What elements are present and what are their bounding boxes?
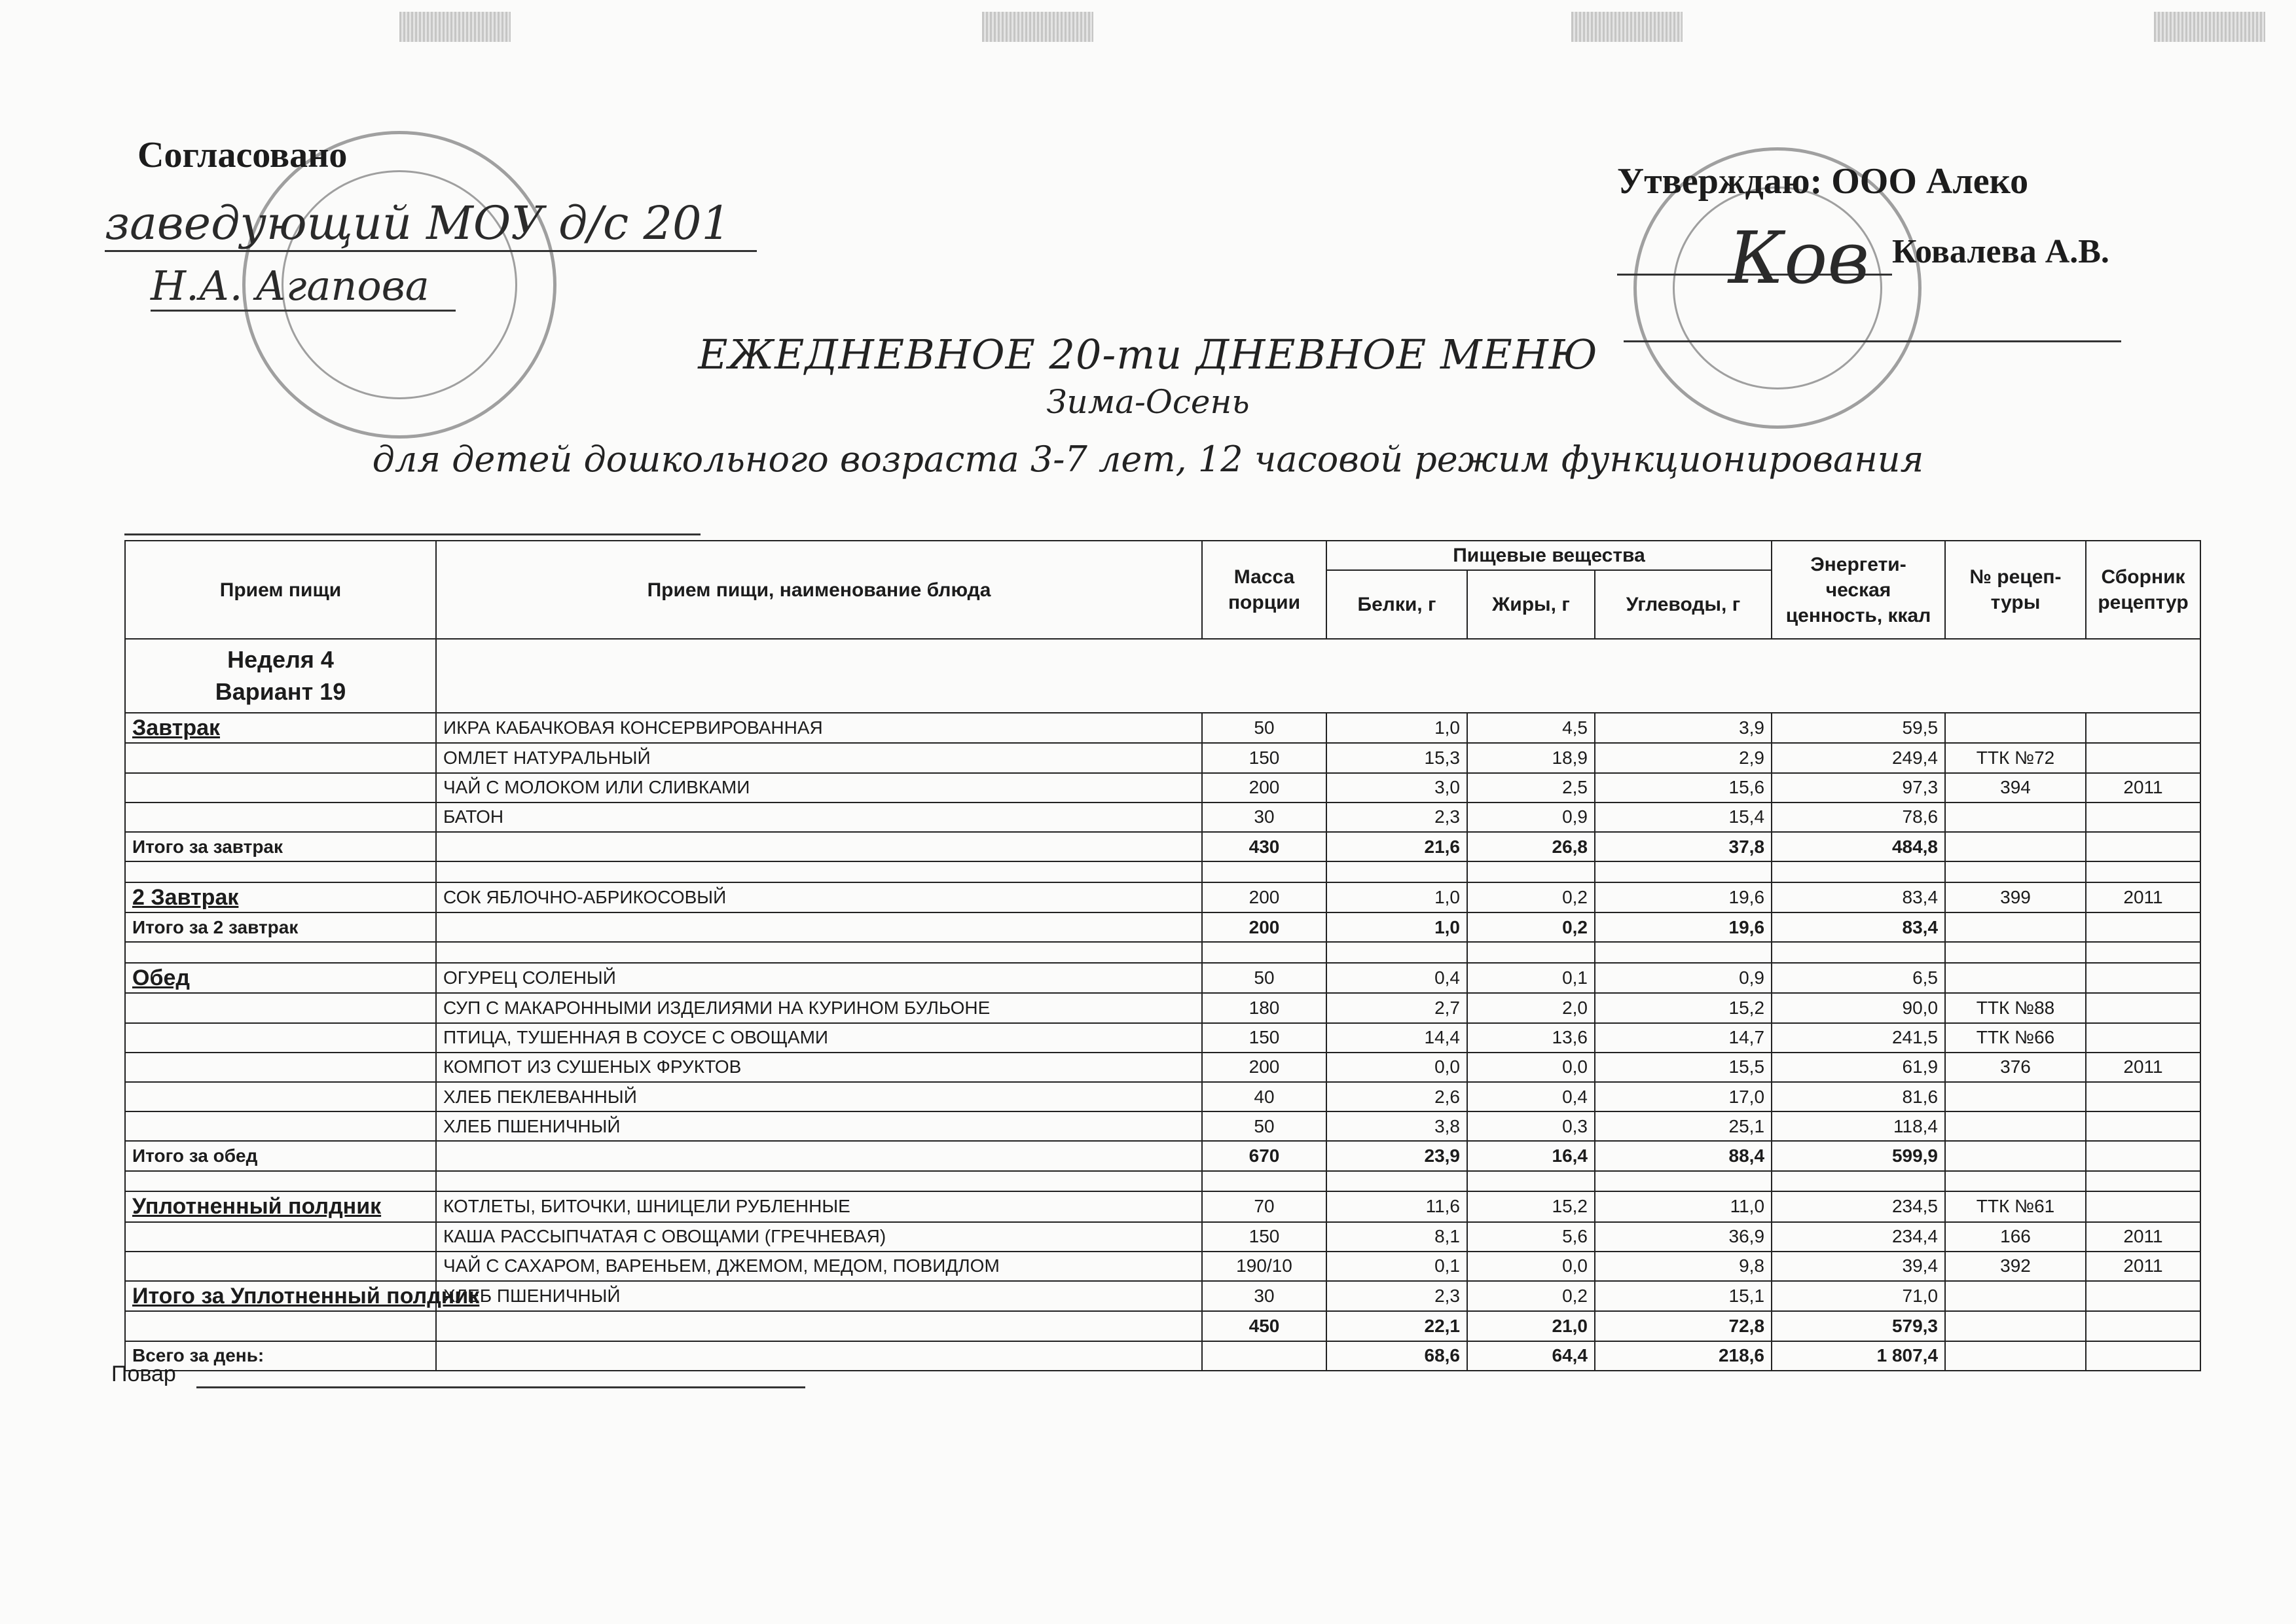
empty-cell [1467,942,1595,963]
meal-cell [125,993,436,1022]
protein-cell: 2,6 [1326,1082,1467,1111]
header-meal: Прием пищи [125,541,436,639]
meal-cell [125,1252,436,1281]
menu-title: ЕЖЕДНЕВНОЕ 20-ти ДНЕВНОЕ МЕНЮ [698,331,1598,378]
collection-cell [2086,1082,2200,1111]
energy-cell: 234,5 [1772,1191,1945,1221]
table-row [125,1222,2200,1252]
dish-cell: ИКРА КАБАЧКОВАЯ КОНСЕРВИРОВАННАЯ [436,713,1202,743]
table-row [125,1252,2200,1281]
protein-cell: 15,3 [1326,743,1467,772]
empty-cell [1772,1171,1945,1192]
fat-cell: 21,0 [1467,1311,1595,1341]
collection-cell [2086,993,2200,1022]
meal-cell: Обед [125,963,436,993]
empty-cell [436,861,1202,882]
carbs-cell: 218,6 [1595,1341,1772,1371]
mass-cell: 190/10 [1202,1252,1326,1281]
dish-cell: ХЛЕБ ПЕКЛЕВАННЫЙ [436,1082,1202,1111]
table-row [125,1082,2200,1111]
header-carbs: Углеводы, г [1595,570,1772,639]
energy-cell: 599,9 [1772,1141,1945,1170]
protein-cell: 1,0 [1326,713,1467,743]
collection-cell: 2011 [2086,1222,2200,1252]
total-row [125,832,2200,861]
dish-cell [436,832,1202,861]
agreed-position-handwritten: заведующий МОУ д/с 201 [105,196,757,252]
total-row [125,1341,2200,1371]
approve-label: Утверждаю: ООО Алеко [1617,161,2029,202]
divider [124,533,701,535]
recipe-cell [1945,1311,2086,1341]
mass-cell: 670 [1202,1141,1326,1170]
fat-cell: 0,2 [1467,882,1595,912]
fat-cell: 0,2 [1467,1281,1595,1311]
recipe-cell: 394 [1945,773,2086,803]
menu-audience: для детей дошкольного возраста 3-7 лет, 12 часовой режим функционирования [372,439,1924,480]
empty-cell [1595,861,1772,882]
recipe-cell [1945,912,2086,942]
table-row [125,1053,2200,1082]
protein-cell: 0,4 [1326,963,1467,993]
empty-cell [436,942,1202,963]
collection-cell: 2011 [2086,1252,2200,1281]
fat-cell: 4,5 [1467,713,1595,743]
dish-cell: ЧАЙ С САХАРОМ, ВАРЕНЬЕМ, ДЖЕМОМ, МЕДОМ, ПОВИДЛОМ [436,1252,1202,1281]
recipe-cell: 399 [1945,882,2086,912]
mass-cell: 50 [1202,1111,1326,1141]
carbs-cell: 25,1 [1595,1111,1772,1141]
protein-cell: 0,1 [1326,1252,1467,1281]
table-row [125,773,2200,803]
fat-cell: 64,4 [1467,1341,1595,1371]
header-protein: Белки, г [1326,570,1467,639]
mass-cell: 50 [1202,713,1326,743]
carbs-cell: 11,0 [1595,1191,1772,1221]
empty-cell [1772,861,1945,882]
meal-cell [125,1111,436,1141]
mass-cell: 150 [1202,1222,1326,1252]
empty-cell [125,861,436,882]
meal-cell [125,1311,436,1341]
meal-cell [125,1053,436,1082]
dish-cell [436,1341,1202,1371]
collection-cell [2086,713,2200,743]
carbs-cell: 19,6 [1595,912,1772,942]
collection-cell: 2011 [2086,773,2200,803]
fat-cell: 0,2 [1467,912,1595,942]
recipe-cell [1945,803,2086,832]
dish-cell [436,1311,1202,1341]
dish-cell: БАТОН [436,803,1202,832]
protein-cell: 3,0 [1326,773,1467,803]
empty-cell [1945,942,2086,963]
empty-cell [1202,861,1326,882]
spacer-row [125,1171,2200,1192]
fat-cell: 15,2 [1467,1191,1595,1221]
energy-cell: 39,4 [1772,1252,1945,1281]
meal-cell [125,1023,436,1053]
protein-cell: 2,3 [1326,803,1467,832]
meal-cell [125,803,436,832]
dish-cell: ХЛЕБ ПШЕНИЧНЫЙ [436,1281,1202,1311]
mass-cell: 200 [1202,773,1326,803]
energy-cell: 71,0 [1772,1281,1945,1311]
carbs-cell: 17,0 [1595,1082,1772,1111]
recipe-cell [1945,1111,2086,1141]
collection-cell [2086,743,2200,772]
scan-artifact [1571,12,1683,42]
energy-cell: 97,3 [1772,773,1945,803]
empty-cell [1945,1171,2086,1192]
collection-cell [2086,1191,2200,1221]
energy-cell: 78,6 [1772,803,1945,832]
recipe-cell [1945,1281,2086,1311]
empty-cell [1772,942,1945,963]
meal-cell [125,1082,436,1111]
collection-cell [2086,912,2200,942]
energy-cell: 90,0 [1772,993,1945,1022]
protein-cell: 1,0 [1326,882,1467,912]
dish-cell: ОМЛЕТ НАТУРАЛЬНЫЙ [436,743,1202,772]
collection-cell [2086,803,2200,832]
meal-cell: Итого за обед [125,1141,436,1170]
mass-cell: 450 [1202,1311,1326,1341]
menu-season: Зима-Осень [1046,383,1250,421]
mass-cell: 200 [1202,882,1326,912]
scan-artifact [399,12,511,42]
carbs-cell: 2,9 [1595,743,1772,772]
empty-cell [1467,1171,1595,1192]
approve-name: Ковалева А.В. [1892,233,2109,270]
protein-cell: 3,8 [1326,1111,1467,1141]
dish-cell: ОГУРЕЦ СОЛЕНЫЙ [436,963,1202,993]
mass-cell [1202,1341,1326,1371]
recipe-cell [1945,1082,2086,1111]
recipe-cell: ТТК №72 [1945,743,2086,772]
carbs-cell: 9,8 [1595,1252,1772,1281]
cook-label: Повар [111,1362,176,1386]
meal-cell: Завтрак [125,713,436,743]
dish-cell: ХЛЕБ ПШЕНИЧНЫЙ [436,1111,1202,1141]
dish-cell [436,1141,1202,1170]
energy-cell: 83,4 [1772,912,1945,942]
fat-cell: 18,9 [1467,743,1595,772]
empty-cell [125,1171,436,1192]
protein-cell: 8,1 [1326,1222,1467,1252]
empty-cell [1202,1171,1326,1192]
collection-cell [2086,1111,2200,1141]
empty-cell [2086,1171,2200,1192]
mass-cell: 180 [1202,993,1326,1022]
empty-cell [1326,1171,1467,1192]
mass-cell: 40 [1202,1082,1326,1111]
carbs-cell: 37,8 [1595,832,1772,861]
carbs-cell: 19,6 [1595,882,1772,912]
energy-cell: 6,5 [1772,963,1945,993]
recipe-cell: 166 [1945,1222,2086,1252]
mass-cell: 70 [1202,1191,1326,1221]
fat-cell: 26,8 [1467,832,1595,861]
protein-cell: 1,0 [1326,912,1467,942]
empty-cell [1467,861,1595,882]
total-row [125,1141,2200,1170]
energy-cell: 118,4 [1772,1111,1945,1141]
recipe-cell: ТТК №88 [1945,993,2086,1022]
dish-cell: КОМПОТ ИЗ СУШЕНЫХ ФРУКТОВ [436,1053,1202,1082]
scan-artifact [982,12,1093,42]
recipe-cell [1945,1141,2086,1170]
carbs-cell: 72,8 [1595,1311,1772,1341]
recipe-cell: 392 [1945,1252,2086,1281]
header-recipe: № рецеп-туры [1945,541,2086,639]
recipe-cell: ТТК №61 [1945,1191,2086,1221]
total-row [125,1311,2200,1341]
meal-cell [125,743,436,772]
recipe-cell [1945,832,2086,861]
header-mass: Масса порции [1202,541,1326,639]
header-fat: Жиры, г [1467,570,1595,639]
protein-cell: 11,6 [1326,1191,1467,1221]
header-energy: Энергети-ческая ценность, ккал [1772,541,1945,639]
fat-cell: 0,1 [1467,963,1595,993]
carbs-cell: 15,2 [1595,993,1772,1022]
energy-cell: 81,6 [1772,1082,1945,1111]
protein-cell: 68,6 [1326,1341,1467,1371]
recipe-cell [1945,1341,2086,1371]
recipe-cell [1945,963,2086,993]
protein-cell: 14,4 [1326,1023,1467,1053]
mass-cell: 200 [1202,1053,1326,1082]
empty-cell [1595,942,1772,963]
total-row [125,912,2200,942]
mass-cell: 50 [1202,963,1326,993]
mass-cell: 30 [1202,1281,1326,1311]
week-label: Неделя 4 [227,645,334,673]
empty-cell [436,1171,1202,1192]
meal-cell [125,1222,436,1252]
table-row [125,803,2200,832]
energy-cell: 59,5 [1772,713,1945,743]
dish-cell: КАША РАССЫПЧАТАЯ С ОВОЩАМИ (ГРЕЧНЕВАЯ) [436,1222,1202,1252]
agreed-name-handwritten: Н.А. Агапова [151,262,456,312]
protein-cell: 21,6 [1326,832,1467,861]
energy-cell: 1 807,4 [1772,1341,1945,1371]
carbs-cell: 15,5 [1595,1053,1772,1082]
meal-cell: Всего за день: [125,1341,436,1371]
carbs-cell: 0,9 [1595,963,1772,993]
fat-cell: 2,0 [1467,993,1595,1022]
energy-cell: 484,8 [1772,832,1945,861]
table-row [125,713,2200,743]
header-collection: Сборник рецептур [2086,541,2200,639]
recipe-cell [1945,713,2086,743]
empty-cell [1595,1171,1772,1192]
protein-cell: 0,0 [1326,1053,1467,1082]
energy-cell: 61,9 [1772,1053,1945,1082]
dish-cell: СОК ЯБЛОЧНО-АБРИКОСОВЫЙ [436,882,1202,912]
collection-cell [2086,1281,2200,1311]
table-row [125,963,2200,993]
header-dish: Прием пищи, наименование блюда [436,541,1202,639]
collection-cell [2086,1023,2200,1053]
table-row [125,743,2200,772]
empty-cell [2086,861,2200,882]
carbs-cell: 3,9 [1595,713,1772,743]
header-nutrients: Пищевые вещества [1326,541,1772,570]
spacer-row [125,861,2200,882]
menu-table [124,540,2201,1371]
table-row [125,1111,2200,1141]
recipe-cell: 376 [1945,1053,2086,1082]
empty-cell [2086,942,2200,963]
carbs-cell: 88,4 [1595,1141,1772,1170]
empty-cell [1326,861,1467,882]
dish-cell: ПТИЦА, ТУШЕННАЯ В СОУСЕ С ОВОЩАМИ [436,1023,1202,1053]
spacer-row [125,942,2200,963]
protein-cell: 2,3 [1326,1281,1467,1311]
collection-cell: 2011 [2086,1053,2200,1082]
agreed-label: Согласовано [137,135,348,175]
empty-cell [1326,942,1467,963]
scan-artifact [2154,12,2265,42]
table-row [125,1023,2200,1053]
carbs-cell: 14,7 [1595,1023,1772,1053]
cook-signature-line [196,1386,805,1388]
fat-cell: 0,4 [1467,1082,1595,1111]
fat-cell: 13,6 [1467,1023,1595,1053]
mass-cell: 150 [1202,1023,1326,1053]
collection-cell [2086,832,2200,861]
dish-cell: ЧАЙ С МОЛОКОМ ИЛИ СЛИВКАМИ [436,773,1202,803]
collection-cell: 2011 [2086,882,2200,912]
table-row [125,1281,2200,1311]
fat-cell: 0,3 [1467,1111,1595,1141]
meal-cell: Уплотненный полдник [125,1191,436,1221]
meal-cell: 2 Завтрак [125,882,436,912]
fat-cell: 16,4 [1467,1141,1595,1170]
energy-cell: 234,4 [1772,1222,1945,1252]
carbs-cell: 36,9 [1595,1222,1772,1252]
protein-cell: 23,9 [1326,1141,1467,1170]
dish-cell [436,912,1202,942]
protein-cell: 2,7 [1326,993,1467,1022]
energy-cell: 579,3 [1772,1311,1945,1341]
meal-cell [125,773,436,803]
collection-cell [2086,963,2200,993]
mass-cell: 200 [1202,912,1326,942]
table-row [125,882,2200,912]
recipe-cell: ТТК №66 [1945,1023,2086,1053]
protein-cell: 22,1 [1326,1311,1467,1341]
dish-cell: КОТЛЕТЫ, БИТОЧКИ, ШНИЦЕЛИ РУБЛЕННЫЕ [436,1191,1202,1221]
meal-cell: Итого за 2 завтрак [125,912,436,942]
mass-cell: 30 [1202,803,1326,832]
week-variant-cell [125,639,436,713]
empty-cell [125,942,436,963]
energy-cell: 241,5 [1772,1023,1945,1053]
fat-cell: 0,9 [1467,803,1595,832]
variant-label: Вариант 19 [215,677,346,705]
fat-cell: 5,6 [1467,1222,1595,1252]
empty-cell [1202,942,1326,963]
fat-cell: 0,0 [1467,1252,1595,1281]
meal-cell: Итого за Уплотненный полдник [125,1281,436,1311]
carbs-cell: 15,1 [1595,1281,1772,1311]
collection-cell [2086,1311,2200,1341]
carbs-cell: 15,4 [1595,803,1772,832]
carbs-cell: 15,6 [1595,773,1772,803]
table-row [125,993,2200,1022]
collection-cell [2086,1141,2200,1170]
week-row-empty [436,639,2200,713]
mass-cell: 150 [1202,743,1326,772]
collection-cell [2086,1341,2200,1371]
empty-cell [1945,861,2086,882]
fat-cell: 2,5 [1467,773,1595,803]
fat-cell: 0,0 [1467,1053,1595,1082]
energy-cell: 83,4 [1772,882,1945,912]
table-row [125,1191,2200,1221]
energy-cell: 249,4 [1772,743,1945,772]
dish-cell: СУП С МАКАРОННЫМИ ИЗДЕЛИЯМИ НА КУРИНОМ БУЛЬОНЕ [436,993,1202,1022]
mass-cell: 430 [1202,832,1326,861]
meal-cell: Итого за завтрак [125,832,436,861]
signature-icon: Ков [1728,216,1870,300]
